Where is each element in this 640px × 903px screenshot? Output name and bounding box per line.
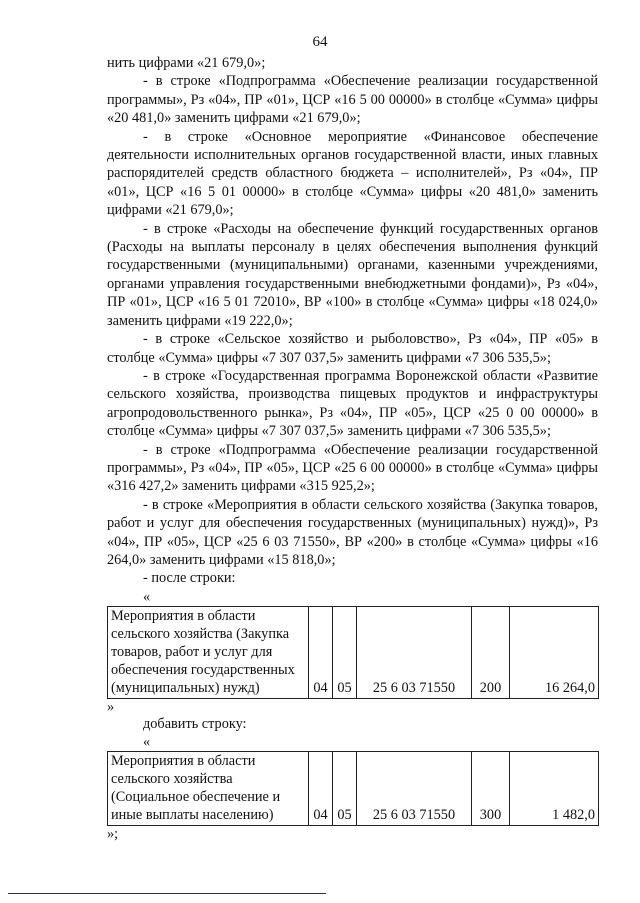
cell-vr: 300 [472, 752, 510, 826]
cell-pr: 05 [333, 752, 357, 826]
paragraph-amendment: - в строке «Расходы на обеспечение функций государственных органов (Расходы на выплаты персоналу в целях обеспечения выполнения функций государственными (муниципальными) органами, казенными учреждениями, органами управления государственными внебюджетными фондами)», Рз «04», ПР «01», ЦСР «16 5 01 72010», ВР «100» в столбце «Сумма» цифры «18 024,0» заменить цифрами «19 222,0»; [107, 220, 598, 329]
opening-quote: « [143, 734, 151, 751]
closing-quote: » [107, 698, 115, 715]
document-body [107, 54, 598, 842]
closing-quote: »; [107, 826, 119, 843]
cell-csr: 25 6 03 71550 [357, 752, 472, 826]
cell-name: Мероприятия в области сельского хозяйства (Социальное обеспечение и иные выплаты населению) [108, 752, 309, 826]
cell-rz: 04 [309, 752, 333, 826]
cell-csr: 25 6 03 71550 [357, 606, 472, 698]
opening-quote: « [143, 588, 151, 605]
page-number: 64 [312, 34, 328, 50]
cell-rz: 04 [309, 606, 333, 698]
cell-sum: 1 482,0 [510, 752, 599, 826]
cell-sum: 16 264,0 [510, 606, 599, 698]
paragraph-add-row: добавить строку: [143, 715, 247, 732]
paragraph-amendment: - в строке «Подпрограмма «Обеспечение реализации государственной программы», Рз «04», ПР «01», ЦСР «16 5 00 00000» в столбце «Сумма» цифры «20 481,0» заменить цифрами «21 679,0»; [107, 73, 598, 127]
paragraph-amendment: - в строке «Подпрограмма «Обеспечение реализации государственной программы», Рз «04», ПР «05», ЦСР «25 6 00 00000» в столбце «Сумма» цифры «316 427,2» заменить цифрами «315 925,2»; [107, 441, 598, 495]
paragraph-continuation: нить цифрами «21 679,0»; [107, 55, 266, 71]
budget-table-new-row [107, 751, 599, 826]
budget-table-existing-row [107, 606, 599, 699]
cell-pr: 05 [333, 606, 357, 698]
footer-rule [8, 893, 326, 894]
table-row [108, 606, 599, 698]
paragraph-amendment: - в строке «Мероприятия в области сельского хозяйства (Закупка товаров, работ и услуг для обеспечения государственных (муниципальных) нужд)», Рз «04», ПР «05», ЦСР «25 6 03 71550», ВР «200» в столбце «Сумма» цифры «16 264,0» заменить цифрами «15 818,0»; [107, 496, 598, 568]
table-row [108, 752, 599, 826]
paragraph-amendment: - в строке «Основное мероприятие «Финансовое обеспечение деятельности исполнительных органов государственной власти, иных главных распорядителей средств областного бюджета – исполнителей», Рз «04», ПР «01», ЦСР «16 5 01 00000» в столбце «Сумма» цифры «20 481,0» заменить цифрами «21 679,0»; [107, 128, 598, 219]
cell-vr: 200 [472, 606, 510, 698]
paragraph-after-row: - после строки: [143, 570, 236, 587]
paragraph-amendment: - в строке «Государственная программа Воронежской области «Развитие сельского хозяйства, производства пищевых продуктов и инфраструктуры агропродовольственного рынка», Рз «04», ПР «05», ЦСР «25 0 00 00000» в столбце «Сумма» цифры «7 307 037,5» заменить цифрами «7 306 535,5»; [107, 367, 598, 440]
paragraph-amendment: - в строке «Сельское хозяйство и рыболовство», Рз «04», ПР «05» в столбце «Сумма» цифры «7 307 037,5» заменить цифрами «7 306 535,5»; [107, 331, 598, 366]
cell-name: Мероприятия в области сельского хозяйства (Закупка товаров, работ и услуг для обеспечения государственных (муниципальных) нужд) [108, 606, 309, 698]
